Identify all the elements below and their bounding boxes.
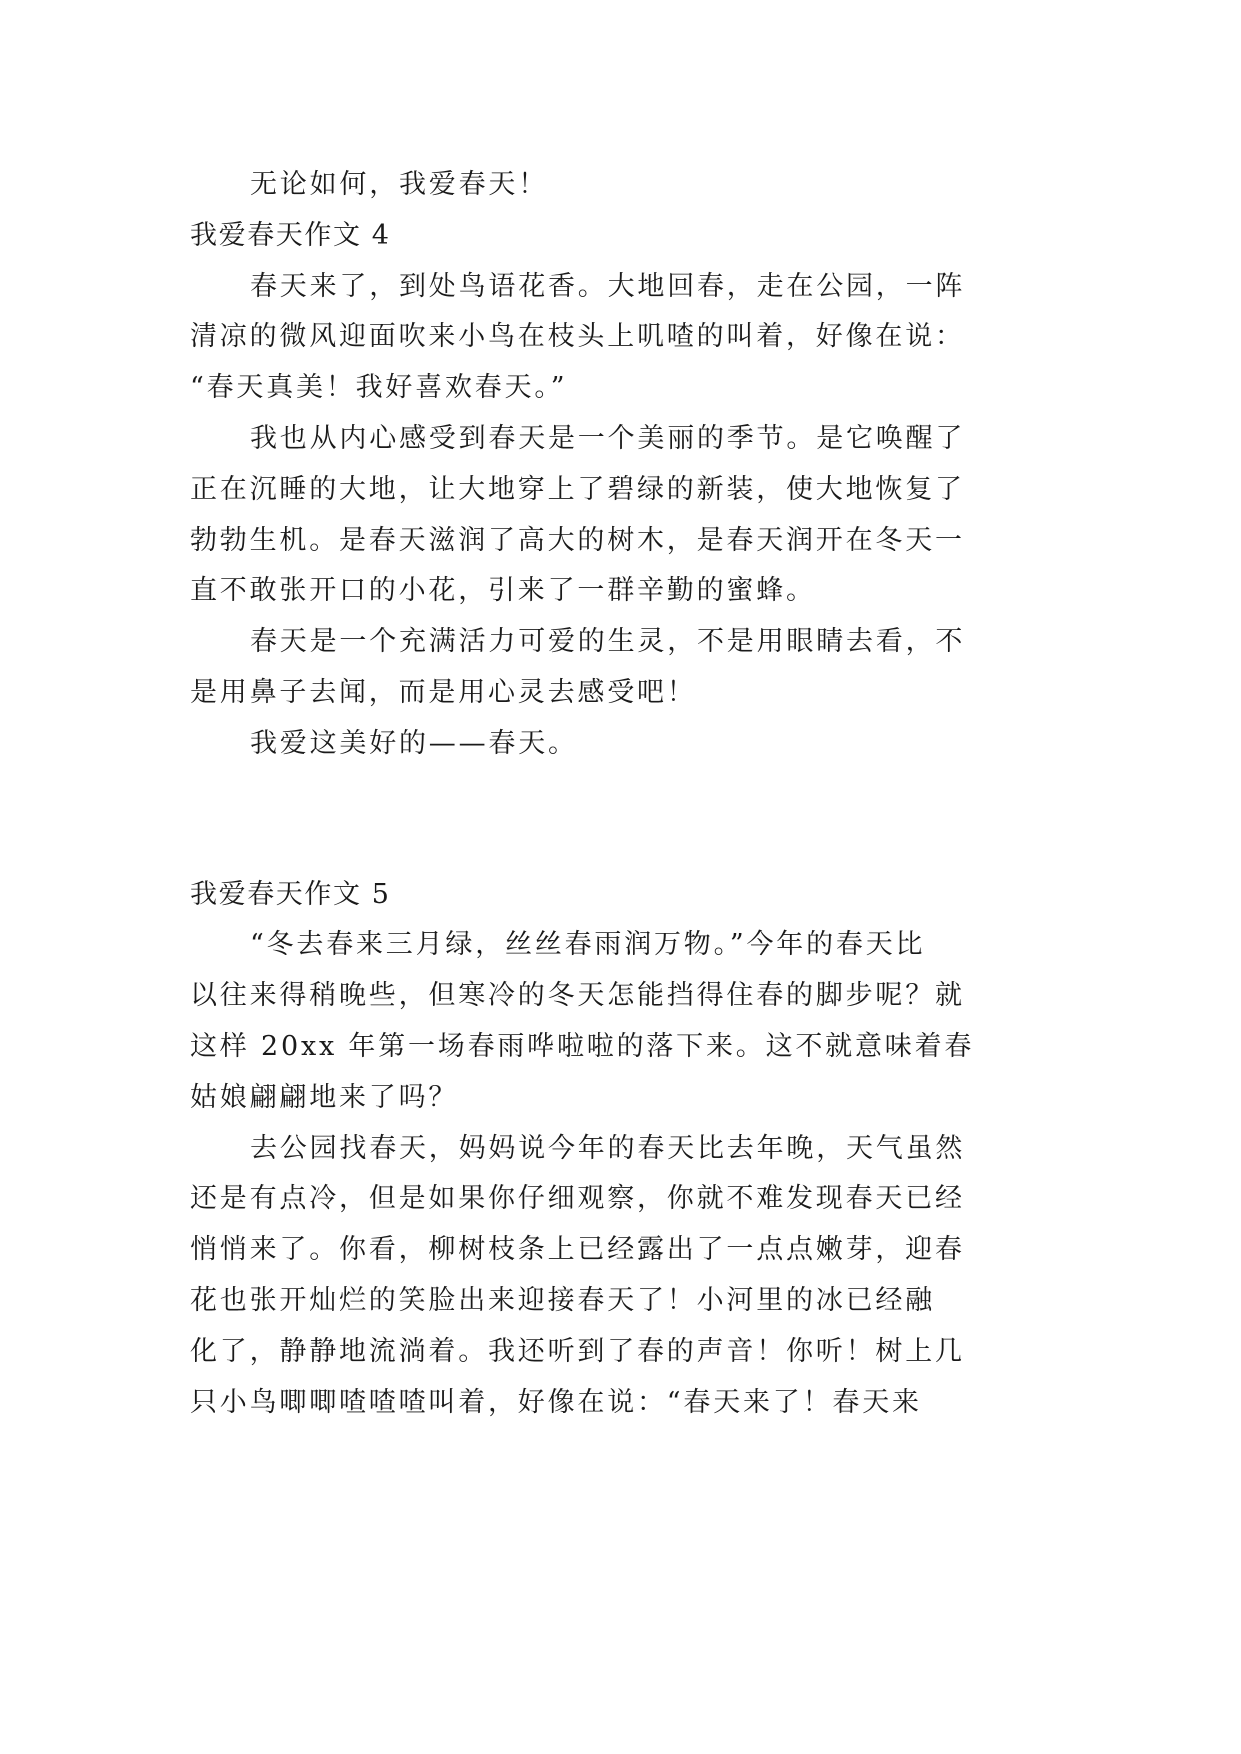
paragraph-line: “冬去春来三月绿，丝丝春雨润万物。”今年的春天比 xyxy=(250,929,926,961)
paragraph-line: 我爱这美好的——春天。 xyxy=(250,727,578,759)
paragraph-line: 姑娘翩翩地来了吗？ xyxy=(190,1081,459,1113)
section-heading: 我爱春天作文 4 xyxy=(190,219,391,251)
paragraph-line: 我也从内心感受到春天是一个美丽的季节。是它唤醒了 xyxy=(250,422,966,454)
paragraph-line: 只小鸟唧唧喳喳喳叫着，好像在说：“春天来了！春天来 xyxy=(190,1386,922,1418)
paragraph-line: 勃勃生机。是春天滋润了高大的树木，是春天润开在冬天一 xyxy=(190,524,965,556)
paragraph-line: 还是有点冷，但是如果你仔细观察，你就不难发现春天已经 xyxy=(190,1183,965,1215)
paragraph-line: 悄悄来了。你看，柳树枝条上已经露出了一点点嫩芽，迎春 xyxy=(190,1234,965,1266)
paragraph-line: “春天真美！我好喜欢春天。” xyxy=(190,372,568,404)
document-page xyxy=(190,160,1052,1428)
paragraph-line: 正在沉睡的大地，让大地穿上了碧绿的新装，使大地恢复了 xyxy=(190,473,965,505)
section-heading: 我爱春天作文 5 xyxy=(190,878,391,910)
paragraph-line: 以往来得稍晚些，但寒冷的冬天怎能挡得住春的脚步呢？就 xyxy=(190,980,965,1012)
paragraph-line: 春天是一个充满活力可爱的生灵，不是用眼睛去看，不 xyxy=(250,626,966,658)
paragraph-line: 化了，静静地流淌着。我还听到了春的声音！你听！树上几 xyxy=(190,1335,965,1367)
paragraph-line: 清凉的微风迎面吹来小鸟在枝头上叽喳的叫着，好像在说： xyxy=(190,321,965,353)
paragraph-line: 去公园找春天，妈妈说今年的春天比去年晚，天气虽然 xyxy=(250,1132,966,1164)
section-gap xyxy=(190,770,1052,870)
paragraph-line: 花也张开灿烂的笑脸出来迎接春天了！小河里的冰已经融 xyxy=(190,1284,935,1316)
paragraph-line: 直不敢张开口的小花，引来了一群辛勤的蜜蜂。 xyxy=(190,575,816,607)
paragraph-line: 春天来了，到处鸟语花香。大地回春，走在公园，一阵 xyxy=(250,270,966,302)
paragraph-line: 是用鼻子去闻，而是用心灵去感受吧！ xyxy=(190,676,697,708)
paragraph-line: 无论如何，我爱春天！ xyxy=(250,169,548,200)
paragraph-line: 这样 20xx 年第一场春雨哗啦啦的落下来。这不就意味着春 xyxy=(190,1030,975,1062)
